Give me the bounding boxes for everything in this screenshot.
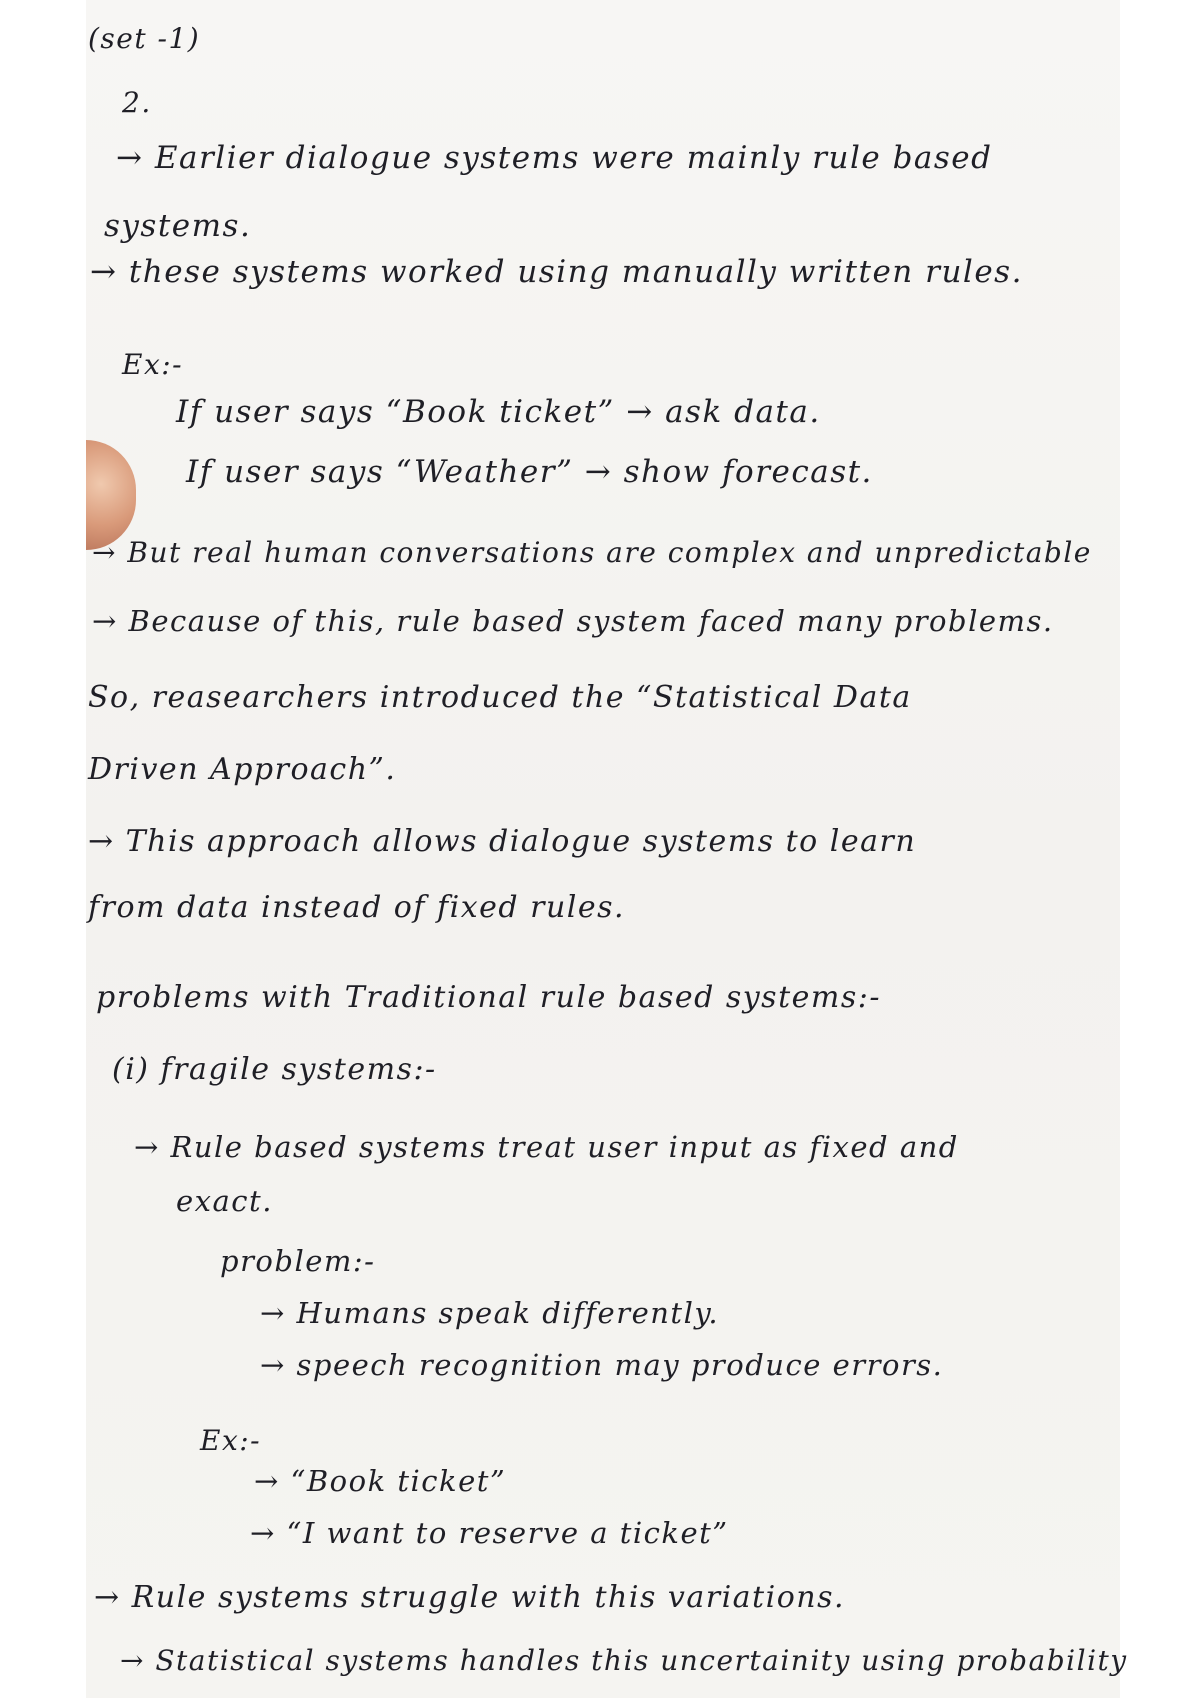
note-line-13: problems with Traditional rule based systems:- [96,980,881,1015]
note-line-4: Ex:- [122,348,184,381]
note-line-22: → “I want to reserve a ticket” [250,1516,729,1550]
note-line-14: (i) fragile systems:- [112,1052,437,1087]
note-line-8: → Because of this, rule based system faced many problems. [92,604,1054,638]
set-header: (set -1) [88,22,201,55]
note-line-21: → “Book ticket” [254,1464,507,1498]
note-line-1: → Earlier dialogue systems were mainly rule based [116,140,993,176]
note-line-24: → Statistical systems handles this uncertainity using probability [120,1644,1128,1677]
note-line-18: → Humans speak differently. [260,1296,720,1330]
note-line-5: If user says “Book ticket” → ask data. [176,394,821,430]
note-line-11: → This approach allows dialogue systems to learn [88,824,917,859]
note-line-15: → Rule based systems treat user input as fixed and [134,1130,959,1164]
note-line-2: systems. [104,208,252,244]
note-line-16: exact. [176,1184,273,1218]
note-line-12: from data instead of fixed rules. [88,890,626,925]
note-line-7: → But real human conversations are complex and unpredictable [92,536,1092,569]
note-line-6: If user says “Weather” → show forecast. [186,454,873,490]
note-line-10: Driven Approach”. [88,752,397,787]
note-line-3: → these systems worked using manually written rules. [90,254,1023,290]
note-line-20: Ex:- [200,1424,262,1457]
note-line-23: → Rule systems struggle with this variations. [94,1580,846,1615]
note-line-17: problem:- [220,1244,376,1278]
note-line-9: So, reasearchers introduced the “Statistical Data [88,680,912,715]
note-line-19: → speech recognition may produce errors. [260,1348,944,1382]
question-number: 2. [122,86,152,119]
